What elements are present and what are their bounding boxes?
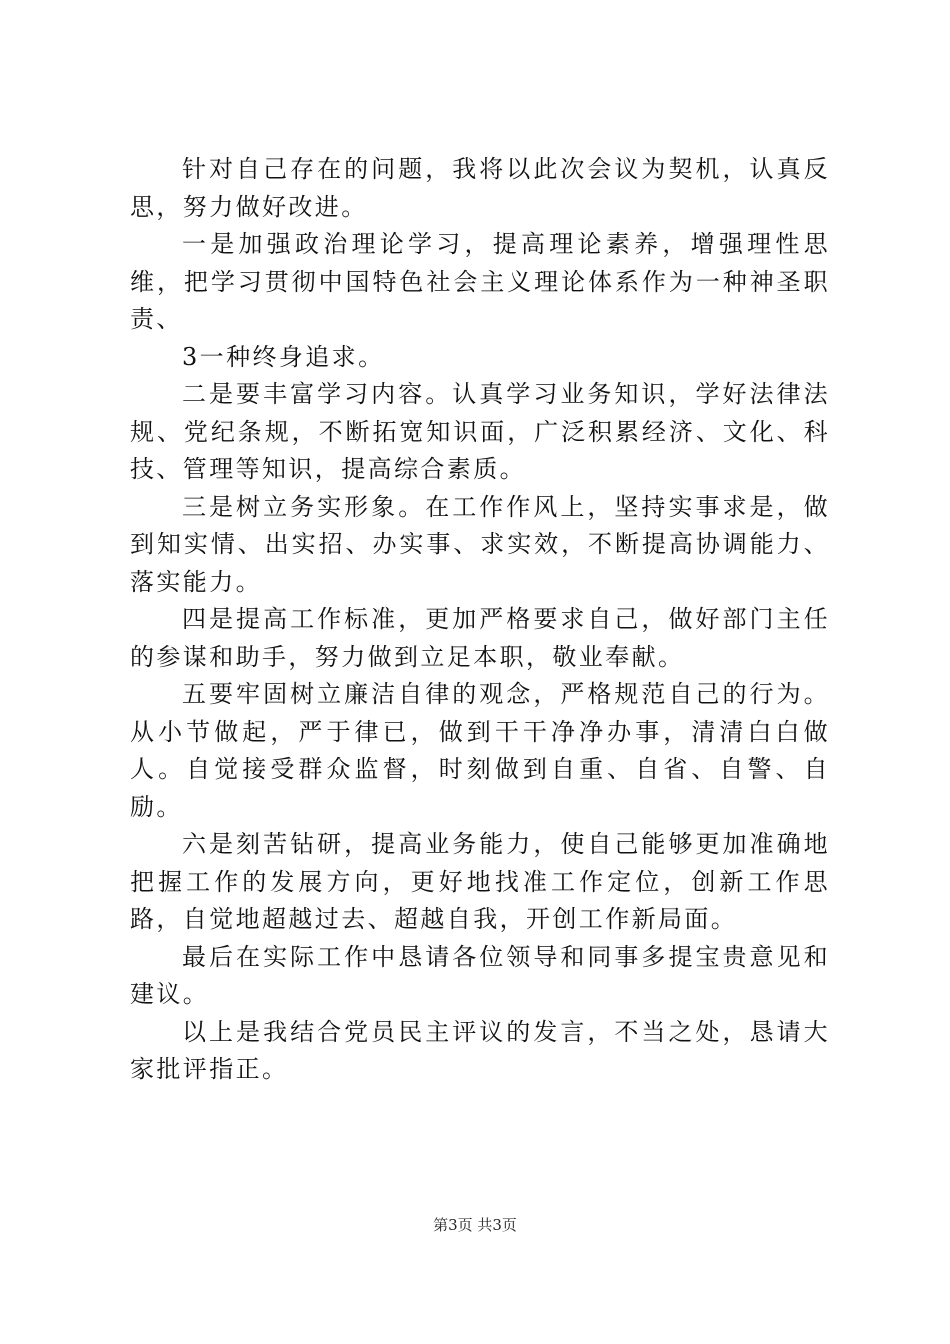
page-footer: 第3页 共3页 bbox=[433, 1216, 517, 1234]
paragraph-9: 最后在实际工作中恳请各位领导和同事多提宝贵意见和建议。 bbox=[130, 942, 830, 1008]
paragraph-3: 3一种终身追求。 bbox=[182, 342, 385, 371]
paragraph-7: 五要牢固树立廉洁自律的观念，严格规范自己的行为。从小节做起，严于律已，做到干干净净办事，清清白白做人。自觉接受群众监督，时刻做到自重、自省、自警、自励。 bbox=[130, 680, 830, 821]
document-body bbox=[130, 151, 830, 1089]
paragraph-6: 四是提高工作标准，更加严格要求自己，做好部门主任的参谋和助手，努力做到立足本职，敬业奉献。 bbox=[130, 605, 830, 671]
paragraph-4: 二是要丰富学习内容。认真学习业务知识，学好法律法规、党纪条规，不断拓宽知识面，广泛积累经济、文化、科技、管理等知识，提高综合素质。 bbox=[130, 380, 830, 483]
paragraph-2: 一是加强政治理论学习，提高理论素养，增强理性思维，把学习贯彻中国特色社会主义理论体系作为一种神圣职责、 bbox=[130, 230, 830, 333]
paragraph-10: 以上是我结合党员民主评议的发言，不当之处，恳请大家批评指正。 bbox=[130, 1017, 830, 1083]
paragraph-5: 三是树立务实形象。在工作作风上，坚持实事求是，做到知实情、出实招、办实事、求实效，不断提高协调能力、落实能力。 bbox=[130, 492, 830, 596]
paragraph-8: 六是刻苦钻研，提高业务能力，使自己能够更加准确地把握工作的发展方向，更好地找准工作定位，创新工作思路，自觉地超越过去、超越自我，开创工作新局面。 bbox=[130, 830, 830, 933]
paragraph-1: 针对自己存在的问题，我将以此次会议为契机，认真反思，努力做好改进。 bbox=[130, 155, 830, 221]
